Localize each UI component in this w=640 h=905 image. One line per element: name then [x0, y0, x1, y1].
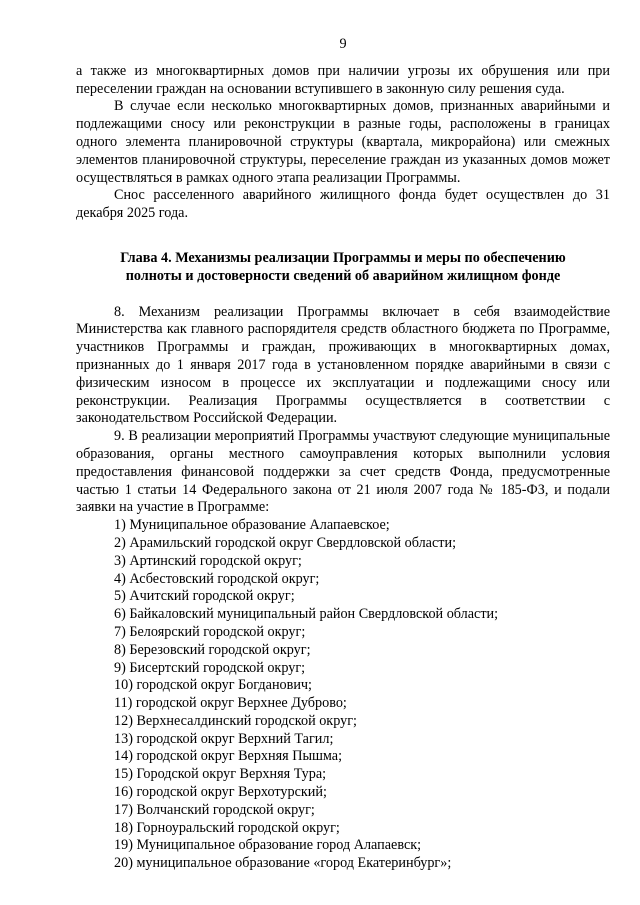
paragraph: 9. В реализации мероприятий Программы участвуют следующие муниципальные образования, органы местного самоуправления которых выполнили условия предоставления финансовой поддержки за счет средств Фонда, предусмотренные частью 1 статьи 14 Федерального закона от 21 июля 2007 года № 185-ФЗ, и подали заявки на участие в Программе:	[76, 428, 610, 516]
list-item: 14) городской округ Верхняя Пышма;	[114, 748, 343, 765]
list-item: 20) муниципальное образование «город Екатеринбург»;	[114, 855, 452, 872]
list-item: 19) Муниципальное образование город Алапаевск;	[114, 837, 422, 854]
list-item: 17) Волчанский городской округ;	[114, 801, 315, 818]
list-item: 12) Верхнесалдинский городской округ;	[114, 712, 357, 729]
paragraph: В случае если несколько многоквартирных домов, признанных аварийными и подлежащими сносу или реконструкции в разные годы, расположены в границах одного элемента планировочной структуры (квартала, микрорайона) или смежных элементов планировочной структуры, переселение граждан из указанных домов может осуществляться в рамках одного этапа реализации Программы.	[76, 98, 610, 186]
paragraph: а также из многоквартирных домов при наличии угрозы их обрушения или при переселении граждан на основании вступившего в законную силу решения суда.	[76, 62, 610, 97]
list-item: 5) Ачитский городской округ;	[114, 588, 295, 605]
list-item: 8) Березовский городской округ;	[114, 641, 311, 658]
paragraph: Снос расселенного аварийного жилищного фонда будет осуществлен до 31 декабря 2025 года.	[76, 187, 610, 222]
list-item: 11) городской округ Верхнее Дуброво;	[114, 695, 347, 712]
chapter-body	[76, 304, 610, 518]
list-item: 15) Городской округ Верхняя Тура;	[114, 766, 327, 783]
paragraph: 8. Механизм реализации Программы включает в себя взаимодействие Министерства как главного распорядителя средств областного бюджета по Программе, участников Программы и граждан, проживающих в многоквартирных домах, признанных до 1 января 2017 года в установленном порядке аварийными в связи с физическим износом в процессе их эксплуатации и подлежащими сносу или реконструкции. Реализация Программы осуществляется в соответствии с законодательством Российской Федерации.	[76, 303, 610, 427]
list-item: 9) Бисертский городской округ;	[114, 659, 306, 676]
list-item: 1) Муниципальное образование Алапаевское;	[114, 517, 390, 534]
list-item: 10) городской округ Богданович;	[114, 677, 312, 694]
list-item: 16) городской округ Верхотурский;	[114, 784, 327, 801]
list-item: 13) городской округ Верхний Тагил;	[114, 730, 334, 747]
chapter-heading-line: полноты и достоверности сведений об аварийном жилищном фонде	[125, 267, 561, 284]
municipality-list	[76, 517, 610, 873]
list-item: 4) Асбестовский городской округ;	[114, 570, 320, 587]
chapter-heading	[76, 250, 610, 286]
spacer	[76, 286, 610, 304]
list-item: 2) Арамильский городской округ Свердловской области;	[114, 534, 457, 551]
list-item: 18) Горноуральский городской округ;	[114, 819, 340, 836]
document-page	[76, 36, 610, 873]
list-item: 3) Артинский городской округ;	[114, 552, 302, 569]
page-number: 9	[339, 36, 347, 52]
list-item: 6) Байкаловский муниципальный район Свердловской области;	[114, 606, 499, 623]
list-item: 7) Белоярский городской округ;	[114, 623, 306, 640]
chapter-heading-line: Глава 4. Механизмы реализации Программы и меры по обеспечению	[120, 249, 566, 266]
intro-section	[76, 63, 610, 223]
